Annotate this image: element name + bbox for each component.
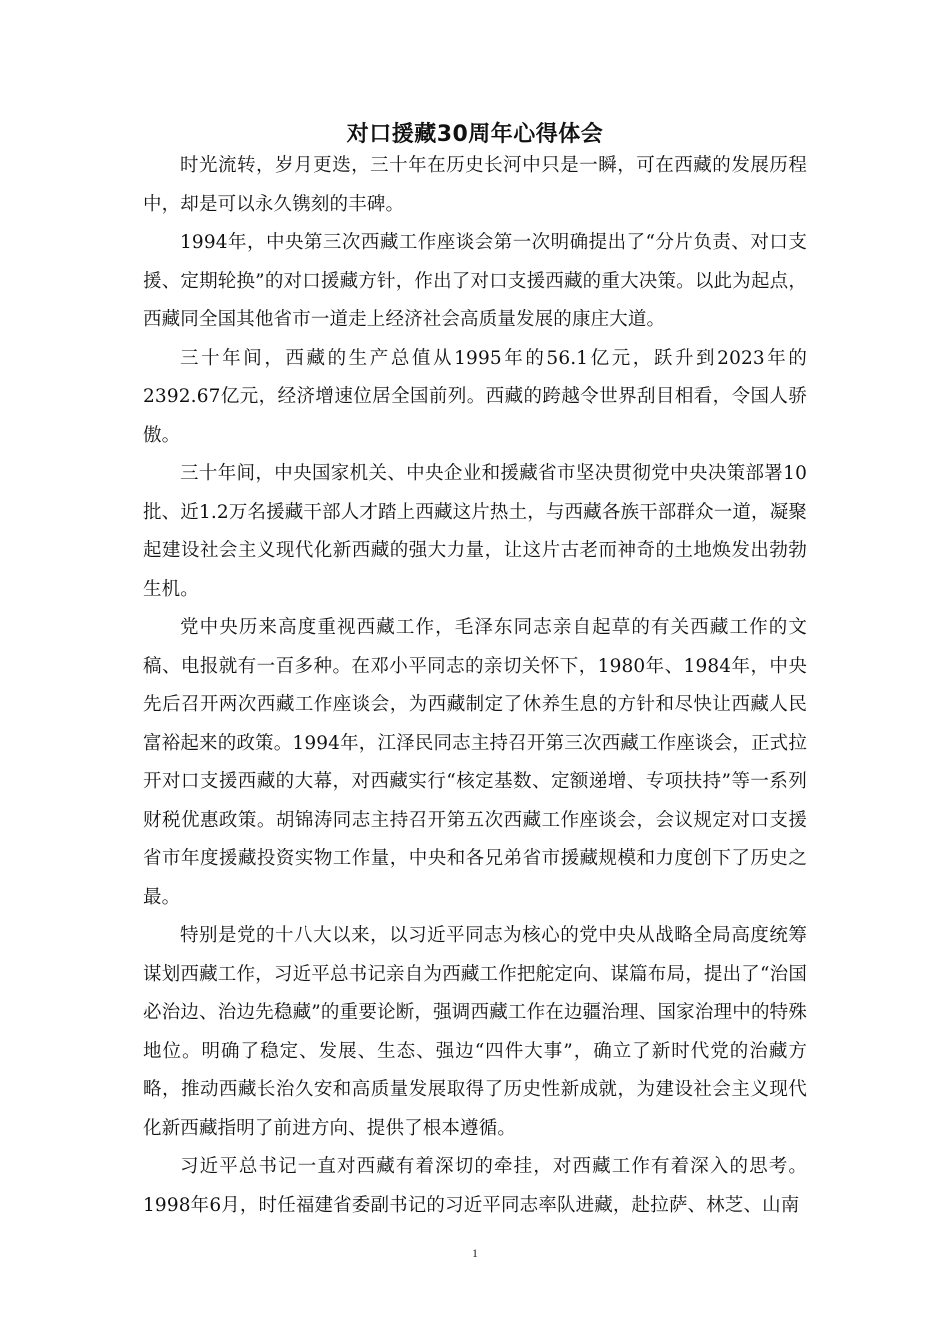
page-number: 1 [472, 1246, 478, 1260]
document-body [143, 147, 807, 1225]
paragraph-2: 1994年，中央第三次西藏工作座谈会第一次明确提出了“分片负责、对口支援、定期轮换”的对口援藏方针，作出了对口支援西藏的重大决策。以此为起点，西藏同全国其他省市一道走上经济社会高质量发展的康庄大道。 [143, 232, 807, 330]
paragraph-4: 三十年间，中央国家机关、中央企业和援藏省市坚决贯彻党中央决策部署10批、近1.2万名援藏干部人才踏上西藏这片热土，与西藏各族干部群众一道，凝聚起建设社会主义现代化新西藏的强大力量，让这片古老而神奇的土地焕发出勃勃生机。 [143, 463, 807, 600]
paragraph-3: 三十年间，西藏的生产总值从1995年的56.1亿元，跃升到2023年的2392.67亿元，经济增速位居全国前列。西藏的跨越令世界刮目相看，令国人骄傲。 [143, 347, 807, 446]
paragraph-7: 习近平总书记一直对西藏有着深切的牵挂，对西藏工作有着深入的思考。1998年6月，时任福建省委副书记的习近平同志率队进藏，赴拉萨、林芝、山南 [143, 1156, 807, 1216]
paragraph-5: 党中央历来高度重视西藏工作，毛泽东同志亲自起草的有关西藏工作的文稿、电报就有一百多种。在邓小平同志的亲切关怀下，1980年、1984年，中央先后召开两次西藏工作座谈会，为西藏制定了休养生息的方针和尽快让西藏人民富裕起来的政策。1994年，江泽民同志主持召开第三次西藏工作座谈会，正式拉开对口支援西藏的大幕，对西藏实行“核定基数、定额递增、专项扶持”等一系列财税优惠政策。胡锦涛同志主持召开第五次西藏工作座谈会，会议规定对口支援省市年度援藏投资实物工作量，中央和各兄弟省市援藏规模和力度创下了历史之最。 [143, 617, 807, 908]
paragraph-6: 特别是党的十八大以来，以习近平同志为核心的党中央从战略全局高度统筹谋划西藏工作，习近平总书记亲自为西藏工作把舵定向、谋篇布局，提出了“治国必治边、治边先稳藏”的重要论断，强调西藏工作在边疆治理、国家治理中的特殊地位。明确了稳定、发展、生态、强边“四件大事”，确立了新时代党的治藏方略，推动西藏长治久安和高质量发展取得了历史性新成就，为建设社会主义现代化新西藏指明了前进方向、提供了根本遵循。 [143, 925, 807, 1139]
paragraph-1: 时光流转，岁月更迭，三十年在历史长河中只是一瞬，可在西藏的发展历程中，却是可以永久镌刻的丰碑。 [143, 155, 807, 215]
document-title: 对口援藏30周年心得体会 [346, 122, 604, 147]
